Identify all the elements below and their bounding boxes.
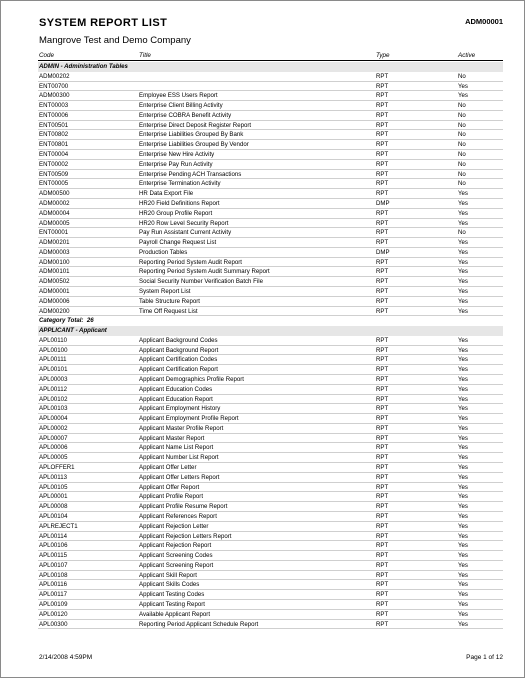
cell-type: RPT xyxy=(376,170,389,178)
cell-code: ENT00802 xyxy=(39,131,69,139)
cell-type: RPT xyxy=(376,131,389,139)
cell-type: RPT xyxy=(376,92,389,100)
cell-title: Reporting Period System Audit Summary Report xyxy=(139,268,270,276)
cell-active: Yes xyxy=(458,385,468,393)
category-total-label: Category Total: xyxy=(39,317,84,325)
table-row xyxy=(38,150,503,160)
cell-code: ENT00700 xyxy=(39,82,69,90)
cell-type: RPT xyxy=(376,464,389,472)
cell-code: ENT00004 xyxy=(39,151,69,159)
cell-type: RPT xyxy=(376,483,389,491)
cell-active: Yes xyxy=(458,620,468,628)
report-id: ADM00001 xyxy=(465,17,503,26)
cell-active: Yes xyxy=(458,600,468,608)
cell-title: Enterprise Liabilities Grouped By Bank xyxy=(139,131,244,139)
cell-title: Applicant Rejection Letters Report xyxy=(139,532,232,540)
cell-code: ADM00101 xyxy=(39,268,70,276)
cell-title: Social Security Number Verification Batch File xyxy=(139,278,263,286)
cell-title: Applicant Skills Codes xyxy=(139,581,200,589)
print-date: 2/14/2008 4:59PM xyxy=(39,654,93,661)
cell-title: Enterprise Termination Activity xyxy=(139,180,221,188)
table-row xyxy=(38,395,503,405)
cell-type: RPT xyxy=(376,610,389,618)
table-row xyxy=(38,267,503,277)
cell-active: No xyxy=(458,131,466,139)
cell-active: Yes xyxy=(458,415,468,423)
cell-type: RPT xyxy=(376,385,389,393)
table-row xyxy=(38,287,503,297)
table-row xyxy=(38,228,503,238)
cell-title: Reporting Period System Audit Report xyxy=(139,258,242,266)
cell-type: RPT xyxy=(376,376,389,383)
cell-code: APL00108 xyxy=(39,571,68,579)
cell-title: Applicant Number List Report xyxy=(139,454,219,462)
cell-title: Payroll Change Request List xyxy=(139,239,217,247)
table-row xyxy=(38,101,503,111)
table-row xyxy=(38,532,503,542)
cell-type: RPT xyxy=(376,415,389,423)
report-title: SYSTEM REPORT LIST xyxy=(39,17,168,29)
cell-title: Enterprise Direct Deposit Register Report xyxy=(139,121,252,129)
cell-title: Reporting Period Applicant Schedule Report xyxy=(139,620,259,628)
table-row xyxy=(38,355,503,365)
cell-code: APL00002 xyxy=(39,424,68,432)
cell-active: Yes xyxy=(458,219,468,227)
cell-active: Yes xyxy=(458,307,468,315)
cell-active: Yes xyxy=(458,581,468,589)
table-row xyxy=(38,365,503,375)
cell-code: ENT00006 xyxy=(39,111,69,119)
cell-title: Applicant Master Profile Report xyxy=(139,424,224,432)
table-row xyxy=(38,443,503,453)
cell-active: No xyxy=(458,141,466,149)
table-row xyxy=(38,561,503,571)
cell-title: HR20 Row Level Security Report xyxy=(139,219,229,227)
cell-type: RPT xyxy=(376,620,389,628)
cell-title: Employee ESS Users Report xyxy=(139,92,218,100)
cell-title: Enterprise Client Billing Activity xyxy=(139,102,223,110)
cell-active: No xyxy=(458,170,466,178)
cell-type: RPT xyxy=(376,239,389,247)
table-row xyxy=(38,434,503,444)
table-row xyxy=(38,385,503,395)
table-row xyxy=(38,336,503,346)
cell-title: Applicant Employment Profile Report xyxy=(139,415,239,423)
cell-title: Pay Run Assistant Current Activity xyxy=(139,229,232,237)
cell-active: Yes xyxy=(458,483,468,491)
cell-code: ENT00001 xyxy=(39,229,69,237)
cell-title: Applicant Education Codes xyxy=(139,385,213,393)
cell-type: RPT xyxy=(376,121,389,129)
cell-type: RPT xyxy=(376,424,389,432)
cell-type: RPT xyxy=(376,444,389,452)
cell-code: ADM00201 xyxy=(39,239,70,247)
cell-type: DMP xyxy=(376,248,390,256)
table-row xyxy=(38,179,503,189)
table-row xyxy=(38,512,503,522)
cell-active: Yes xyxy=(458,346,468,354)
cell-code: APL00115 xyxy=(39,552,68,560)
cell-active: Yes xyxy=(458,405,468,413)
cell-active: Yes xyxy=(458,376,468,383)
cell-type: RPT xyxy=(376,82,389,90)
cell-active: Yes xyxy=(458,278,468,286)
cell-title: Applicant Rejection Report xyxy=(139,542,212,550)
cell-code: APL00104 xyxy=(39,512,68,520)
cell-code: APL00004 xyxy=(39,415,68,423)
table-row xyxy=(38,414,503,424)
cell-code: ENT00002 xyxy=(39,160,69,168)
cell-active: Yes xyxy=(458,190,468,198)
cell-type: RPT xyxy=(376,190,389,198)
cell-code: ADM00001 xyxy=(39,287,70,295)
cell-code: ADM00002 xyxy=(39,199,70,207)
cell-active: Yes xyxy=(458,209,468,217)
cell-active: Yes xyxy=(458,610,468,618)
cell-active: Yes xyxy=(458,248,468,256)
column-header-row xyxy=(38,50,503,61)
table-row xyxy=(38,463,503,473)
group-header: ADMIN - Administration Tables xyxy=(38,62,503,72)
cell-title: Applicant Offer Report xyxy=(139,483,200,491)
cell-title: Applicant Background Codes xyxy=(139,336,218,344)
report-list xyxy=(38,62,503,629)
cell-code: APL00008 xyxy=(39,503,68,511)
cell-type: RPT xyxy=(376,346,389,354)
cell-code: APL00101 xyxy=(39,366,68,374)
cell-type: RPT xyxy=(376,258,389,266)
cell-type: RPT xyxy=(376,503,389,511)
cell-type: RPT xyxy=(376,473,389,481)
cell-type: RPT xyxy=(376,532,389,540)
cell-code: APL00112 xyxy=(39,385,68,393)
cell-type: RPT xyxy=(376,600,389,608)
table-row xyxy=(38,72,503,82)
cell-type: RPT xyxy=(376,111,389,119)
cell-active: No xyxy=(458,72,466,80)
cell-active: Yes xyxy=(458,297,468,305)
cell-code: APL00113 xyxy=(39,473,68,481)
cell-active: No xyxy=(458,160,466,168)
cell-type: RPT xyxy=(376,268,389,276)
cell-type: RPT xyxy=(376,356,389,364)
cell-type: RPT xyxy=(376,434,389,442)
cell-code: ADM00500 xyxy=(39,190,70,198)
cell-title: Applicant Certification Report xyxy=(139,366,218,374)
cell-title: Applicant Employment History xyxy=(139,405,221,413)
cell-code: ADM00202 xyxy=(39,72,70,80)
cell-code: ADM00300 xyxy=(39,92,70,100)
cell-active: Yes xyxy=(458,552,468,560)
table-row xyxy=(38,492,503,502)
table-row xyxy=(38,111,503,121)
cell-title: Applicant Master Report xyxy=(139,434,205,442)
cell-title: HR20 Field Definitions Report xyxy=(139,199,220,207)
cell-title: Enterprise New Hire Activity xyxy=(139,151,215,159)
table-row xyxy=(38,424,503,434)
table-row xyxy=(38,160,503,170)
cell-active: No xyxy=(458,121,466,129)
cell-type: RPT xyxy=(376,522,389,530)
cell-active: No xyxy=(458,180,466,188)
cell-title: Applicant Offer Letters Report xyxy=(139,473,220,481)
table-row xyxy=(38,189,503,199)
cell-type: RPT xyxy=(376,512,389,520)
cell-active: Yes xyxy=(458,92,468,100)
cell-title: Applicant Testing Report xyxy=(139,600,205,608)
table-row xyxy=(38,404,503,414)
cell-code: ENT00501 xyxy=(39,121,69,129)
cell-type: RPT xyxy=(376,405,389,413)
table-row xyxy=(38,140,503,150)
cell-active: Yes xyxy=(458,454,468,462)
cell-title: Enterprise Pending ACH Transactions xyxy=(139,170,242,178)
cell-title: Enterprise Liabilities Grouped By Vendor xyxy=(139,141,249,149)
cell-type: RPT xyxy=(376,571,389,579)
cell-code: APLOFFER1 xyxy=(39,464,75,472)
cell-title: Production Tables xyxy=(139,248,188,256)
cell-code: APL00105 xyxy=(39,483,68,491)
cell-active: Yes xyxy=(458,532,468,540)
table-row xyxy=(38,82,503,92)
cell-title: Applicant Offer Letter xyxy=(139,464,197,472)
table-row xyxy=(38,375,503,385)
cell-active: Yes xyxy=(458,356,468,364)
cell-active: No xyxy=(458,229,466,237)
cell-title: Enterprise Pay Run Activity xyxy=(139,160,213,168)
cell-title: HR Data Export File xyxy=(139,190,194,198)
table-row xyxy=(38,258,503,268)
table-row xyxy=(38,551,503,561)
table-row xyxy=(38,590,503,600)
cell-active: Yes xyxy=(458,542,468,550)
table-row xyxy=(38,121,503,131)
cell-type: RPT xyxy=(376,160,389,168)
cell-title: Available Applicant Report xyxy=(139,610,211,618)
cell-active: Yes xyxy=(458,199,468,207)
cell-code: APL00100 xyxy=(39,346,68,354)
table-row xyxy=(38,473,503,483)
cell-type: RPT xyxy=(376,209,389,217)
page-number: Page 1 of 12 xyxy=(466,654,503,661)
table-row xyxy=(38,219,503,229)
table-row xyxy=(38,248,503,258)
cell-title: Applicant Skill Report xyxy=(139,571,197,579)
cell-active: Yes xyxy=(458,591,468,599)
cell-active: No xyxy=(458,111,466,119)
cell-title: System Report List xyxy=(139,287,191,295)
cell-active: Yes xyxy=(458,473,468,481)
cell-code: APL00107 xyxy=(39,561,68,569)
cell-type: RPT xyxy=(376,180,389,188)
cell-active: No xyxy=(458,151,466,159)
cell-type: RPT xyxy=(376,219,389,227)
cell-code: APL00007 xyxy=(39,434,68,442)
cell-code: APL00005 xyxy=(39,454,68,462)
cell-code: APL00300 xyxy=(39,620,68,628)
cell-type: DMP xyxy=(376,199,390,207)
cell-code: APL00102 xyxy=(39,395,68,403)
table-row xyxy=(38,307,503,317)
cell-code: APL00120 xyxy=(39,610,68,618)
group-header: APPLICANT - Applicant xyxy=(38,326,503,336)
cell-active: Yes xyxy=(458,561,468,569)
cell-title: Applicant Profile Report xyxy=(139,493,204,501)
cell-title: Enterprise COBRA Benefit Activity xyxy=(139,111,232,119)
cell-type: RPT xyxy=(376,151,389,159)
cell-code: ENT00509 xyxy=(39,170,69,178)
company-name: Mangrove Test and Demo Company xyxy=(39,35,191,46)
cell-active: Yes xyxy=(458,366,468,374)
cell-code: APL00111 xyxy=(39,356,67,364)
cell-type: RPT xyxy=(376,366,389,374)
column-header-type: Type xyxy=(376,52,390,59)
cell-active: Yes xyxy=(458,571,468,579)
cell-type: RPT xyxy=(376,454,389,462)
table-row xyxy=(38,130,503,140)
cell-title: Applicant Demographics Profile Report xyxy=(139,376,244,383)
cell-active: Yes xyxy=(458,522,468,530)
cell-active: No xyxy=(458,102,466,110)
cell-code: ADM00006 xyxy=(39,297,70,305)
cell-title: Applicant Screening Codes xyxy=(139,552,213,560)
table-row xyxy=(38,571,503,581)
cell-active: Yes xyxy=(458,395,468,403)
table-row xyxy=(38,209,503,219)
cell-code: ADM00100 xyxy=(39,258,70,266)
cell-title: Applicant Certification Codes xyxy=(139,356,218,364)
cell-type: RPT xyxy=(376,72,389,80)
cell-code: ADM00003 xyxy=(39,248,70,256)
cell-code: APL00114 xyxy=(39,532,68,540)
cell-type: RPT xyxy=(376,307,389,315)
cell-title: Applicant Education Report xyxy=(139,395,213,403)
cell-active: Yes xyxy=(458,444,468,452)
cell-type: RPT xyxy=(376,581,389,589)
cell-type: RPT xyxy=(376,278,389,286)
cell-active: Yes xyxy=(458,464,468,472)
cell-code: ENT00801 xyxy=(39,141,69,149)
table-row xyxy=(38,238,503,248)
table-row xyxy=(38,199,503,209)
cell-type: RPT xyxy=(376,336,389,344)
cell-type: RPT xyxy=(376,297,389,305)
cell-code: APL00110 xyxy=(39,336,68,344)
table-row xyxy=(38,170,503,180)
cell-title: Applicant References Report xyxy=(139,512,217,520)
cell-code: APL00003 xyxy=(39,376,68,383)
cell-type: RPT xyxy=(376,102,389,110)
cell-title: Applicant Name List Report xyxy=(139,444,214,452)
cell-title: HR20 Group Profile Report xyxy=(139,209,213,217)
table-row xyxy=(38,346,503,356)
column-header-active: Active xyxy=(458,52,476,59)
cell-type: RPT xyxy=(376,395,389,403)
cell-active: Yes xyxy=(458,258,468,266)
cell-active: Yes xyxy=(458,512,468,520)
cell-active: Yes xyxy=(458,82,468,90)
cell-active: Yes xyxy=(458,434,468,442)
cell-active: Yes xyxy=(458,336,468,344)
cell-code: APL00106 xyxy=(39,542,68,550)
table-row xyxy=(38,502,503,512)
cell-code: APL00116 xyxy=(39,581,68,589)
cell-code: APLREJECT1 xyxy=(39,522,78,530)
table-row xyxy=(38,453,503,463)
cell-code: ADM00004 xyxy=(39,209,70,217)
table-row xyxy=(38,610,503,620)
cell-code: APL00117 xyxy=(39,591,68,599)
cell-code: ENT00003 xyxy=(39,102,69,110)
cell-active: Yes xyxy=(458,287,468,295)
table-row xyxy=(38,297,503,307)
cell-type: RPT xyxy=(376,591,389,599)
cell-title: Applicant Background Report xyxy=(139,346,219,354)
cell-type: RPT xyxy=(376,229,389,237)
cell-title: Applicant Profile Resume Report xyxy=(139,503,228,511)
cell-title: Applicant Rejection Letter xyxy=(139,522,209,530)
cell-type: RPT xyxy=(376,542,389,550)
cell-active: Yes xyxy=(458,239,468,247)
cell-type: RPT xyxy=(376,552,389,560)
cell-type: RPT xyxy=(376,287,389,295)
cell-code: APL00006 xyxy=(39,444,68,452)
cell-code: ADM00005 xyxy=(39,219,70,227)
table-row xyxy=(38,91,503,101)
table-row xyxy=(38,600,503,610)
cell-active: Yes xyxy=(458,424,468,432)
cell-active: Yes xyxy=(458,503,468,511)
cell-title: Table Structure Report xyxy=(139,297,200,305)
cell-code: ADM00200 xyxy=(39,307,70,315)
category-total xyxy=(38,316,503,326)
column-header-code: Code xyxy=(39,52,55,59)
table-row xyxy=(38,620,503,630)
cell-code: APL00001 xyxy=(39,493,68,501)
cell-code: ENT00005 xyxy=(39,180,69,188)
table-row xyxy=(38,580,503,590)
cell-title: Applicant Screening Report xyxy=(139,561,214,569)
cell-type: RPT xyxy=(376,493,389,501)
cell-title: Applicant Testing Codes xyxy=(139,591,205,599)
cell-code: APL00103 xyxy=(39,405,68,413)
cell-code: ADM00502 xyxy=(39,278,70,286)
table-row xyxy=(38,522,503,532)
cell-active: Yes xyxy=(458,493,468,501)
column-header-title: Title xyxy=(139,52,151,59)
table-row xyxy=(38,483,503,493)
table-row xyxy=(38,277,503,287)
cell-type: RPT xyxy=(376,561,389,569)
cell-active: Yes xyxy=(458,268,468,276)
cell-type: RPT xyxy=(376,141,389,149)
cell-title: Time Off Request List xyxy=(139,307,198,315)
cell-code: APL00109 xyxy=(39,600,68,608)
category-total-value: 26 xyxy=(86,317,94,325)
table-row xyxy=(38,541,503,551)
